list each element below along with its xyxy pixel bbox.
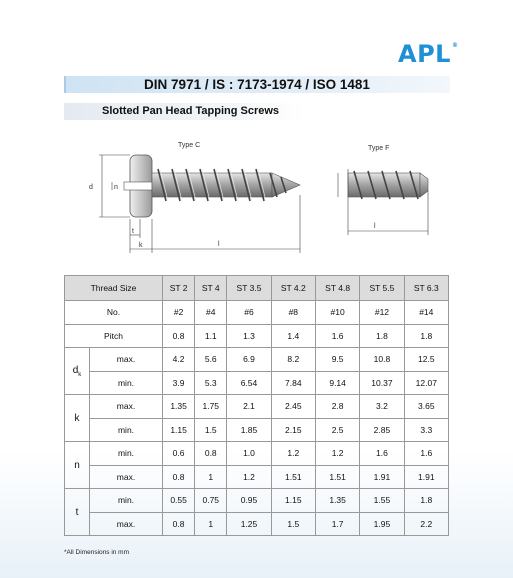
type-f-label: Type F — [368, 145, 390, 152]
cell: 1.6 — [315, 324, 359, 348]
cell: 1.2 — [227, 465, 271, 489]
cell: 1.35 — [315, 489, 359, 513]
cell: #10 — [315, 301, 359, 325]
group-label-n: n — [65, 442, 90, 489]
cell: 1.91 — [360, 465, 404, 489]
cell: 10.8 — [360, 348, 404, 372]
table-row-no — [65, 301, 449, 325]
header-st4-8: ST 4.8 — [315, 276, 359, 301]
cell: 1.55 — [360, 489, 404, 513]
table-row-n-min — [65, 442, 449, 466]
header-st4-2: ST 4.2 — [271, 276, 315, 301]
dk-symbol: d — [72, 364, 79, 376]
header-st6-3: ST 6.3 — [404, 276, 448, 301]
cell: 1.2 — [271, 442, 315, 466]
screw-diagram — [80, 135, 440, 260]
dim-l-f-label: l — [374, 223, 376, 230]
page-subtitle: Slotted Pan Head Tapping Screws — [102, 105, 280, 117]
cell: 2.45 — [271, 395, 315, 419]
type-f-screw — [338, 169, 428, 235]
cell: 8.2 — [271, 348, 315, 372]
row-label: min. — [90, 418, 163, 442]
cell: 0.55 — [163, 489, 195, 513]
dim-l-label: l — [218, 241, 220, 248]
cell: 2.2 — [404, 512, 448, 536]
cell: 2.5 — [315, 418, 359, 442]
table-row-dk-max — [65, 348, 449, 372]
registered-mark: ® — [451, 42, 459, 49]
header-st4: ST 4 — [195, 276, 227, 301]
cell: #4 — [195, 301, 227, 325]
cell: 2.1 — [227, 395, 271, 419]
cell: 2.8 — [315, 395, 359, 419]
cell: #8 — [271, 301, 315, 325]
cell: #12 — [360, 301, 404, 325]
page-title: DIN 7971 / IS : 7173-1974 / ISO 1481 — [144, 77, 370, 92]
cell: 1.15 — [271, 489, 315, 513]
row-label: min. — [90, 442, 163, 466]
row-label: max. — [90, 395, 163, 419]
cell: #14 — [404, 301, 448, 325]
cell: 2.85 — [360, 418, 404, 442]
cell: 1.0 — [227, 442, 271, 466]
cell: 12.5 — [404, 348, 448, 372]
row-label: min. — [90, 489, 163, 513]
cell: 1 — [195, 512, 227, 536]
dim-t-label: t — [132, 228, 134, 235]
footnote: *All Dimensions in mm — [64, 549, 130, 556]
cell: 6.9 — [227, 348, 271, 372]
dk-subscript: k — [78, 371, 82, 378]
cell: 1.5 — [195, 418, 227, 442]
cell: 1.8 — [360, 324, 404, 348]
row-label: max. — [90, 348, 163, 372]
table-row-t-min — [65, 489, 449, 513]
group-label-t: t — [65, 489, 90, 536]
cell: 1.95 — [360, 512, 404, 536]
cell: 1.25 — [227, 512, 271, 536]
cell: 1.4 — [271, 324, 315, 348]
group-label-k: k — [65, 395, 90, 442]
cell: 3.2 — [360, 395, 404, 419]
header-st3-5: ST 3.5 — [227, 276, 271, 301]
cell: #2 — [163, 301, 195, 325]
specification-table — [64, 275, 449, 536]
cell: 3.3 — [404, 418, 448, 442]
cell: 1.85 — [227, 418, 271, 442]
cell: 1.8 — [404, 324, 448, 348]
header-st5-5: ST 5.5 — [360, 276, 404, 301]
cell: 1.5 — [271, 512, 315, 536]
table-row-n-max — [65, 465, 449, 489]
dim-d-label: d — [89, 184, 93, 191]
cell: 1.75 — [195, 395, 227, 419]
cell: 1.1 — [195, 324, 227, 348]
type-c-screw — [124, 155, 300, 217]
cell: 1.15 — [163, 418, 195, 442]
cell: 9.5 — [315, 348, 359, 372]
table-row-k-max — [65, 395, 449, 419]
apl-logo — [398, 40, 458, 68]
header-thread-size: Thread Size — [65, 276, 163, 301]
cell: 0.8 — [195, 442, 227, 466]
cell: 1 — [195, 465, 227, 489]
table-header-row — [65, 276, 449, 301]
cell: 5.6 — [195, 348, 227, 372]
cell: 1.2 — [315, 442, 359, 466]
cell: 10.37 — [360, 371, 404, 395]
cell: 1.35 — [163, 395, 195, 419]
table-row-t-max — [65, 512, 449, 536]
cell: 2.15 — [271, 418, 315, 442]
cell: 7.84 — [271, 371, 315, 395]
row-label: No. — [65, 301, 163, 325]
dim-k-label: k — [139, 242, 143, 249]
cell: 1.51 — [315, 465, 359, 489]
cell: 1.7 — [315, 512, 359, 536]
table-row-k-min — [65, 418, 449, 442]
row-label: Pitch — [65, 324, 163, 348]
cell: 1.3 — [227, 324, 271, 348]
cell: 9.14 — [315, 371, 359, 395]
header-st2: ST 2 — [163, 276, 195, 301]
cell: 1.51 — [271, 465, 315, 489]
cell: 1.8 — [404, 489, 448, 513]
logo-text: APL — [398, 40, 451, 68]
row-label: min. — [90, 371, 163, 395]
table-row-dk-min — [65, 371, 449, 395]
row-label: max. — [90, 512, 163, 536]
cell: 3.9 — [163, 371, 195, 395]
cell: 3.65 — [404, 395, 448, 419]
type-c-label: Type C — [178, 142, 201, 149]
cell: 0.75 — [195, 489, 227, 513]
dim-n-label: n — [114, 184, 118, 191]
cell: 0.95 — [227, 489, 271, 513]
cell: 0.6 — [163, 442, 195, 466]
cell: 0.8 — [163, 324, 195, 348]
cell: #6 — [227, 301, 271, 325]
cell: 6.54 — [227, 371, 271, 395]
cell: 0.8 — [163, 512, 195, 536]
cell: 1.91 — [404, 465, 448, 489]
cell: 5.3 — [195, 371, 227, 395]
cell: 1.6 — [404, 442, 448, 466]
group-label-dk — [65, 348, 90, 395]
table-row-pitch — [65, 324, 449, 348]
cell: 1.6 — [360, 442, 404, 466]
cell: 0.8 — [163, 465, 195, 489]
cell: 4.2 — [163, 348, 195, 372]
cell: 12.07 — [404, 371, 448, 395]
row-label: max. — [90, 465, 163, 489]
